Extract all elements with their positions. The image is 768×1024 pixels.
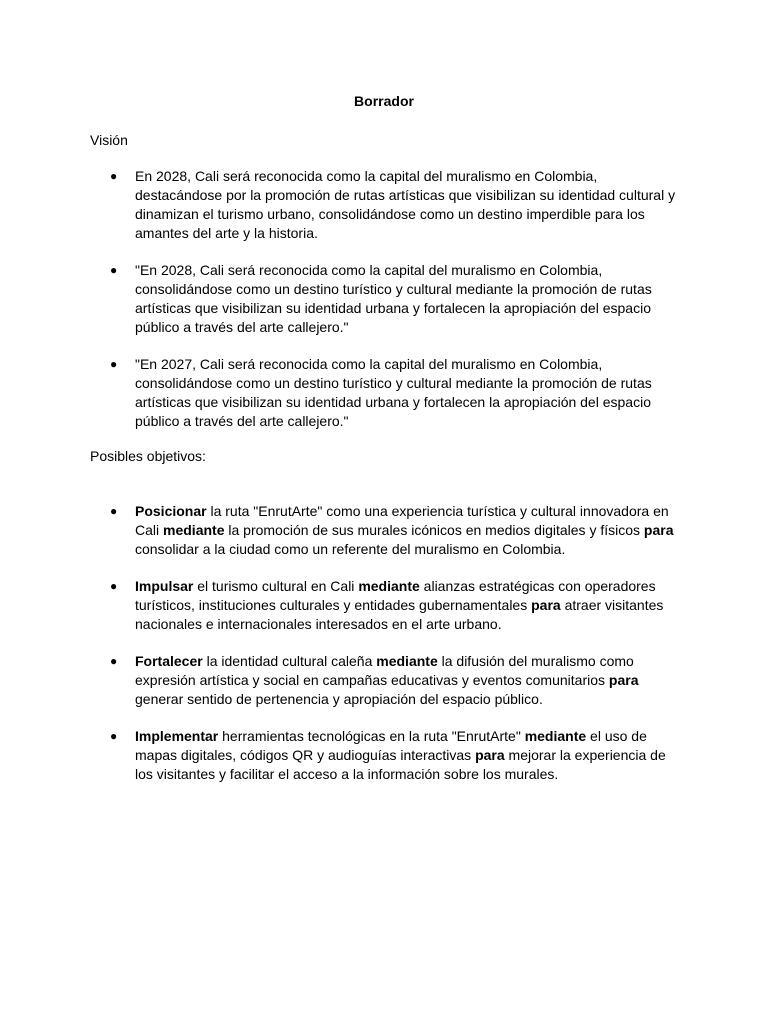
objective-verb: Implementar xyxy=(135,728,219,744)
bullet-icon: ● xyxy=(110,169,118,183)
bullet-icon: ● xyxy=(110,263,118,277)
objective-item xyxy=(90,577,678,634)
objective-item xyxy=(90,727,678,784)
vision-item xyxy=(90,261,678,337)
objective-text: la ruta "EnrutArte" como una experiencia turística y cultural innovadora en Cali xyxy=(135,503,669,538)
objective-text: generar sentido de pertenencia y apropiación del espacio público. xyxy=(135,691,543,707)
bullet-icon: ● xyxy=(110,729,118,743)
objective-text: herramientas tecnológicas en la ruta "EnrutArte" xyxy=(218,728,525,744)
vision-item-text: En 2028, Cali será reconocida como la capital del muralismo en Colombia, destacándose por la promoción de rutas artísticas que visibilizan su identidad cultural y dinamizan el turismo urbano, consolidándose como un destino imperdible para los amantes del arte y la historia. xyxy=(135,168,676,241)
objective-connector-mediante: mediante xyxy=(163,522,225,538)
objective-text: alianzas estratégicas con operadores turísticos, instituciones culturales y entidades gubernamentales xyxy=(135,578,656,613)
objective-text: la difusión del muralismo como expresión artística y social en campañas educativas y eventos comunitarios xyxy=(135,653,634,688)
objective-verb: Impulsar xyxy=(135,578,194,594)
objective-connector-mediante: mediante xyxy=(524,728,587,744)
objective-text: la identidad cultural caleña xyxy=(202,653,377,669)
bullet-icon: ● xyxy=(110,654,118,668)
objective-connector-para: para xyxy=(643,522,674,538)
bullet-icon: ● xyxy=(110,579,118,593)
vision-item-text: "En 2027, Cali será reconocida como la capital del muralismo en Colombia, consolidándose como un destino turístico y cultural mediante la promoción de rutas artísticas que visibilizan su identidad urbana y fortalecen la apropiación del espacio público a través del arte callejero." xyxy=(135,356,652,429)
objective-connector-para: para xyxy=(531,597,561,613)
objective-text: el turismo cultural en Cali xyxy=(193,578,359,594)
objective-text: atraer visitantes nacionales e internacionales interesados en el arte urbano. xyxy=(135,597,664,632)
objectives-heading: Posibles objetivos: xyxy=(90,448,206,464)
document-title: Borrador xyxy=(354,93,414,109)
bullet-icon: ● xyxy=(110,504,118,518)
vision-item xyxy=(90,355,678,431)
vision-list xyxy=(90,167,678,431)
objective-item xyxy=(90,502,678,559)
bullet-icon: ● xyxy=(110,357,118,371)
objective-item xyxy=(90,652,678,709)
objective-connector-para: para xyxy=(475,747,505,763)
objective-connector-mediante: mediante xyxy=(358,578,420,594)
objective-verb: Fortalecer xyxy=(135,653,203,669)
objective-verb: Posicionar xyxy=(135,503,207,519)
objective-text: mejorar la experiencia de los visitantes y facilitar el acceso a la información sobre los murales. xyxy=(135,747,666,782)
vision-item xyxy=(90,167,678,243)
vision-heading: Visión xyxy=(90,132,128,148)
objective-connector-para: para xyxy=(608,672,639,688)
objective-connector-mediante: mediante xyxy=(376,653,438,669)
objective-text: la promoción de sus murales icónicos en medios digitales y físicos xyxy=(224,522,644,538)
objective-text: consolidar a la ciudad como un referente del muralismo en Colombia. xyxy=(135,541,566,557)
objective-text: el uso de mapas digitales, códigos QR y audioguías interactivas xyxy=(135,728,647,763)
vision-item-text: "En 2028, Cali será reconocida como la capital del muralismo en Colombia, consolidándose como un destino turístico y cultural mediante la promoción de rutas artísticas que visibilizan su identidad urbana y fortalecen la apropiación del espacio público a través del arte callejero." xyxy=(135,262,652,335)
objectives-list xyxy=(90,502,678,784)
